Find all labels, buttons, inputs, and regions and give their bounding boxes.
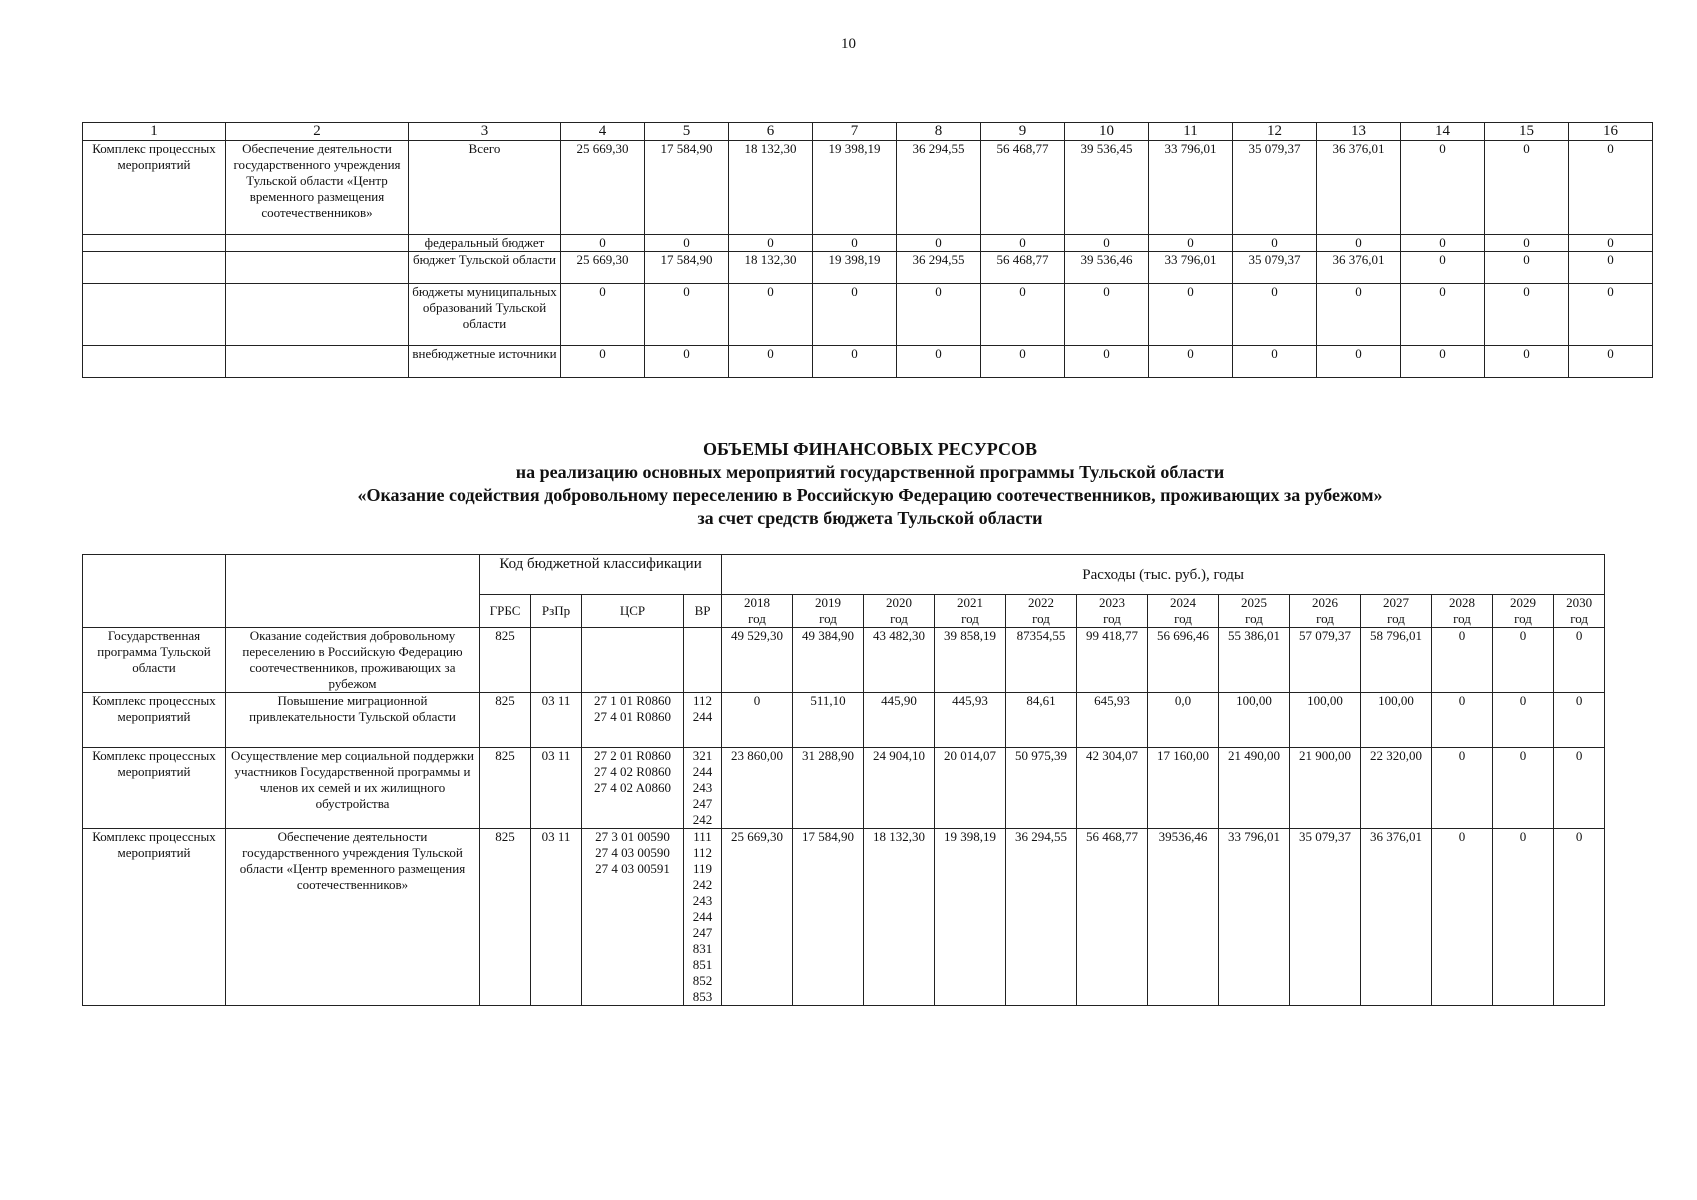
year-suffix: год [1570,611,1589,626]
vr-code: 244 [692,764,713,779]
table-row [83,748,1605,829]
vr-code: 247 [692,925,713,940]
table-row [83,829,1605,1006]
value-cell: 56 696,46 [1148,628,1219,693]
value-cell: 36 294,55 [897,141,981,235]
value-cell: 0 [897,346,981,378]
vr-code: 247 [692,796,713,811]
value-cell: 24 904,10 [864,748,935,829]
funding-source-cell: Всего [409,141,561,235]
year-value: 2021 [957,595,984,610]
table-row [83,252,1653,284]
value-cell: 0 [1149,346,1233,378]
value-cell: 25 669,30 [561,141,645,235]
value-cell: 0 [1401,252,1485,284]
kbk-column-header: ВР [684,595,722,628]
kbk-column-header: ЦСР [582,595,684,628]
value-cell: 0 [1485,346,1569,378]
vr-cell [684,748,722,829]
value-cell: 18 132,30 [729,141,813,235]
csr-cell [582,693,684,748]
year-column-header [1493,595,1554,628]
value-cell: 56 468,77 [981,141,1065,235]
table-row [83,693,1605,748]
row-type-cell [83,235,226,252]
year-suffix: год [1103,611,1121,626]
value-cell: 0 [1493,829,1554,1006]
value-cell: 0 [1317,235,1401,252]
value-cell: 36 376,01 [1317,252,1401,284]
column-number: 16 [1569,123,1653,141]
vr-code: 242 [692,812,713,827]
value-cell: 23 860,00 [722,748,793,829]
title-line-4: за счет средств бюджета Тульской области [697,508,1043,528]
year-column-header [1432,595,1493,628]
year-value: 2023 [1099,595,1126,610]
value-cell: 33 796,01 [1149,252,1233,284]
value-cell: 36 376,01 [1317,141,1401,235]
column-number: 2 [226,123,409,141]
column-number: 12 [1233,123,1317,141]
vr-code: 243 [692,780,713,795]
value-cell: 100,00 [1361,693,1432,748]
row-name-cell: Осуществление мер социальной поддержки участников Государственной программы и членов их семей и их жилищного обустройства [226,748,480,829]
value-cell: 0 [729,284,813,346]
row-name-cell: Обеспечение деятельности государственного учреждения Тульской области «Центр временного размещения соотечественников» [226,141,409,235]
value-cell: 0 [561,284,645,346]
value-cell: 19 398,19 [813,141,897,235]
column-number: 6 [729,123,813,141]
year-value: 2022 [1028,595,1055,610]
value-cell: 21 490,00 [1219,748,1290,829]
value-cell: 445,90 [864,693,935,748]
kbk-column-header: ГРБС [480,595,531,628]
value-cell: 36 376,01 [1361,829,1432,1006]
value-cell: 0 [981,235,1065,252]
vr-cell [684,628,722,693]
value-cell: 25 669,30 [561,252,645,284]
year-suffix: год [1032,611,1050,626]
value-cell: 36 294,55 [1006,829,1077,1006]
value-cell: 17 584,90 [645,141,729,235]
value-cell: 39 536,46 [1065,252,1149,284]
year-suffix: год [1453,611,1471,626]
kbk-column-header: РзПр [531,595,582,628]
year-column-header [1219,595,1290,628]
row-name-cell [226,235,409,252]
column-number: 1 [83,123,226,141]
year-value: 2025 [1241,595,1268,610]
year-suffix: год [961,611,979,626]
column-number: 5 [645,123,729,141]
expenses-header: Расходы (тыс. руб.), годы [722,555,1605,595]
year-value: 2026 [1312,595,1339,610]
value-cell: 0 [1485,252,1569,284]
year-column-header [935,595,1006,628]
funding-source-cell: бюджет Тульской области [409,252,561,284]
header-empty-1 [83,555,226,628]
value-cell: 0 [1317,346,1401,378]
row-name-cell [226,252,409,284]
value-cell: 0 [1485,235,1569,252]
value-cell: 0 [1485,141,1569,235]
value-cell: 100,00 [1219,693,1290,748]
year-suffix: год [1387,611,1405,626]
table-row [83,235,1653,252]
row-name-cell [226,346,409,378]
year-column-header [1290,595,1361,628]
value-cell: 0 [1569,346,1653,378]
column-number: 13 [1317,123,1401,141]
value-cell: 0 [1233,346,1317,378]
value-cell: 0 [1569,252,1653,284]
year-column-header [1361,595,1432,628]
value-cell: 35 079,37 [1233,141,1317,235]
value-cell: 0 [1485,284,1569,346]
year-column-header [864,595,935,628]
value-cell: 33 796,01 [1149,141,1233,235]
year-value: 2019 [815,595,842,610]
value-cell: 20 014,07 [935,748,1006,829]
value-cell: 49 384,90 [793,628,864,693]
year-suffix: год [1174,611,1192,626]
value-cell: 0 [1493,628,1554,693]
year-column-header [722,595,793,628]
row-type-cell [83,284,226,346]
year-column-header [1148,595,1219,628]
grbs-cell: 825 [480,693,531,748]
value-cell: 0 [1432,748,1493,829]
column-number: 11 [1149,123,1233,141]
row-name-cell: Повышение миграционной привлекательности Тульской области [226,693,480,748]
value-cell: 31 288,90 [793,748,864,829]
value-cell: 0 [1065,346,1149,378]
funding-source-cell: федеральный бюджет [409,235,561,252]
vr-cell [684,829,722,1006]
year-suffix: год [1316,611,1334,626]
column-number: 10 [1065,123,1149,141]
year-suffix: год [1245,611,1263,626]
title-line-3: «Оказание содействия добровольному переселению в Российскую Федерацию соотечественников, проживающих за рубежом» [357,485,1383,505]
vr-code: 112 [693,693,713,708]
header-row-1 [83,555,1605,595]
value-cell: 21 900,00 [1290,748,1361,829]
vr-code: 831 [692,941,713,956]
value-cell: 0 [1569,284,1653,346]
column-number: 9 [981,123,1065,141]
value-cell: 0 [813,235,897,252]
year-value: 2024 [1170,595,1197,610]
year-suffix: год [1514,611,1532,626]
row-type-cell: Комплекс процессных мероприятий [83,829,226,1006]
value-cell: 36 294,55 [897,252,981,284]
value-cell: 0 [1569,141,1653,235]
value-cell: 100,00 [1290,693,1361,748]
value-cell: 0 [1401,141,1485,235]
csr-code: 27 4 02 A0860 [594,780,671,795]
csr-cell [582,628,684,693]
value-cell: 0 [722,693,793,748]
year-column-header [1554,595,1605,628]
page-number: 10 [841,36,856,52]
vr-code: 853 [692,989,713,1004]
csr-cell [582,829,684,1006]
grbs-cell: 825 [480,829,531,1006]
csr-code: 27 3 01 00590 [595,829,670,844]
column-number: 14 [1401,123,1485,141]
value-cell: 0 [1432,693,1493,748]
value-cell: 0 [1493,693,1554,748]
value-cell: 0 [729,346,813,378]
value-cell: 511,10 [793,693,864,748]
value-cell: 19 398,19 [813,252,897,284]
value-cell: 0 [981,284,1065,346]
value-cell: 0 [1401,284,1485,346]
value-cell: 0 [813,284,897,346]
value-cell: 0 [897,235,981,252]
column-number: 15 [1485,123,1569,141]
row-type-cell: Государственная программа Тульской области [83,628,226,693]
csr-code: 27 4 01 R0860 [594,709,671,724]
year-suffix: год [890,611,908,626]
value-cell: 0 [1233,235,1317,252]
value-cell: 39536,46 [1148,829,1219,1006]
value-cell: 39 858,19 [935,628,1006,693]
year-suffix: год [819,611,837,626]
value-cell: 43 482,30 [864,628,935,693]
csr-cell [582,748,684,829]
value-cell: 0 [897,284,981,346]
value-cell: 0 [561,235,645,252]
value-cell: 0 [645,284,729,346]
rzpr-cell: 03 11 [531,748,582,829]
value-cell: 645,93 [1077,693,1148,748]
value-cell: 87354,55 [1006,628,1077,693]
column-number: 4 [561,123,645,141]
value-cell: 0 [1149,284,1233,346]
table-row [83,141,1653,235]
kbk-header: Код бюджетной классификации [480,555,722,595]
row-name-cell: Обеспечение деятельности государственного учреждения Тульской области «Центр временного размещения соотечественников» [226,829,480,1006]
value-cell: 84,61 [1006,693,1077,748]
value-cell: 39 536,45 [1065,141,1149,235]
rzpr-cell [531,628,582,693]
value-cell: 33 796,01 [1219,829,1290,1006]
vr-code: 244 [692,909,713,924]
year-value: 2028 [1449,595,1476,610]
row-type-cell: Комплекс процессных мероприятий [83,693,226,748]
row-name-cell [226,284,409,346]
row-type-cell: Комплекс процессных мероприятий [83,141,226,235]
value-cell: 49 529,30 [722,628,793,693]
value-cell: 17 584,90 [645,252,729,284]
value-cell: 0 [1569,235,1653,252]
value-cell: 19 398,19 [935,829,1006,1006]
vr-cell [684,693,722,748]
year-value: 2030 [1566,595,1593,610]
value-cell: 17 160,00 [1148,748,1219,829]
value-cell: 0 [645,346,729,378]
vr-code: 111 [693,829,712,844]
value-cell: 0 [1554,748,1605,829]
financial-resources-table [82,554,1605,1006]
value-cell: 0 [1233,284,1317,346]
csr-code: 27 4 03 00590 [595,845,670,860]
value-cell: 0,0 [1148,693,1219,748]
rzpr-cell: 03 11 [531,693,582,748]
row-type-cell [83,252,226,284]
value-cell: 0 [729,235,813,252]
value-cell: 0 [1065,235,1149,252]
value-cell: 99 418,77 [1077,628,1148,693]
vr-code: 851 [692,957,713,972]
rzpr-cell: 03 11 [531,829,582,1006]
csr-code: 27 4 03 00591 [595,861,670,876]
vr-code: 119 [693,861,713,876]
value-cell: 0 [645,235,729,252]
grbs-cell: 825 [480,748,531,829]
column-number: 3 [409,123,561,141]
row-type-cell [83,346,226,378]
funding-source-cell: бюджеты муниципальных образований Тульской области [409,284,561,346]
header-empty-2 [226,555,480,628]
column-number: 8 [897,123,981,141]
value-cell: 42 304,07 [1077,748,1148,829]
value-cell: 0 [1554,628,1605,693]
vr-code: 852 [692,973,713,988]
value-cell: 0 [1554,693,1605,748]
table-row [83,346,1653,378]
row-type-cell: Комплекс процессных мероприятий [83,748,226,829]
column-number: 7 [813,123,897,141]
vr-code: 112 [693,845,713,860]
title-line-1: ОБЪЕМЫ ФИНАНСОВЫХ РЕСУРСОВ [703,439,1037,459]
value-cell: 0 [561,346,645,378]
value-cell: 0 [1432,628,1493,693]
csr-code: 27 4 02 R0860 [594,764,671,779]
year-column-header [793,595,864,628]
value-cell: 57 079,37 [1290,628,1361,693]
table-header-row [83,123,1653,141]
value-cell: 55 386,01 [1219,628,1290,693]
value-cell: 17 584,90 [793,829,864,1006]
year-column-header [1077,595,1148,628]
row-name-cell: Оказание содействия добровольному переселению в Российскую Федерацию соотечественников, проживающих за рубежом [226,628,480,693]
value-cell: 18 132,30 [729,252,813,284]
year-suffix: год [748,611,766,626]
value-cell: 56 468,77 [981,252,1065,284]
value-cell: 22 320,00 [1361,748,1432,829]
value-cell: 0 [1401,346,1485,378]
section-title [0,438,1697,530]
value-cell: 0 [1493,748,1554,829]
year-value: 2020 [886,595,913,610]
value-cell: 0 [1554,829,1605,1006]
vr-code: 244 [692,709,713,724]
year-value: 2027 [1383,595,1410,610]
funding-source-cell: внебюджетные источники [409,346,561,378]
year-value: 2018 [744,595,771,610]
value-cell: 0 [1432,829,1493,1006]
csr-code: 27 2 01 R0860 [594,748,671,763]
vr-code: 242 [692,877,713,892]
value-cell: 0 [1065,284,1149,346]
value-cell: 25 669,30 [722,829,793,1006]
value-cell: 0 [813,346,897,378]
value-cell: 0 [1401,235,1485,252]
funding-sources-table [82,122,1653,378]
table-row [83,628,1605,693]
title-line-2: на реализацию основных мероприятий государственной программы Тульской области [515,462,1225,482]
year-column-header [1006,595,1077,628]
value-cell: 56 468,77 [1077,829,1148,1006]
vr-code: 243 [692,893,713,908]
value-cell: 0 [1317,284,1401,346]
year-value: 2029 [1510,595,1537,610]
table-row [83,284,1653,346]
value-cell: 50 975,39 [1006,748,1077,829]
value-cell: 58 796,01 [1361,628,1432,693]
vr-code: 321 [692,748,713,763]
value-cell: 0 [1149,235,1233,252]
value-cell: 0 [981,346,1065,378]
value-cell: 445,93 [935,693,1006,748]
value-cell: 18 132,30 [864,829,935,1006]
grbs-cell: 825 [480,628,531,693]
csr-code: 27 1 01 R0860 [594,693,671,708]
value-cell: 35 079,37 [1233,252,1317,284]
value-cell: 35 079,37 [1290,829,1361,1006]
